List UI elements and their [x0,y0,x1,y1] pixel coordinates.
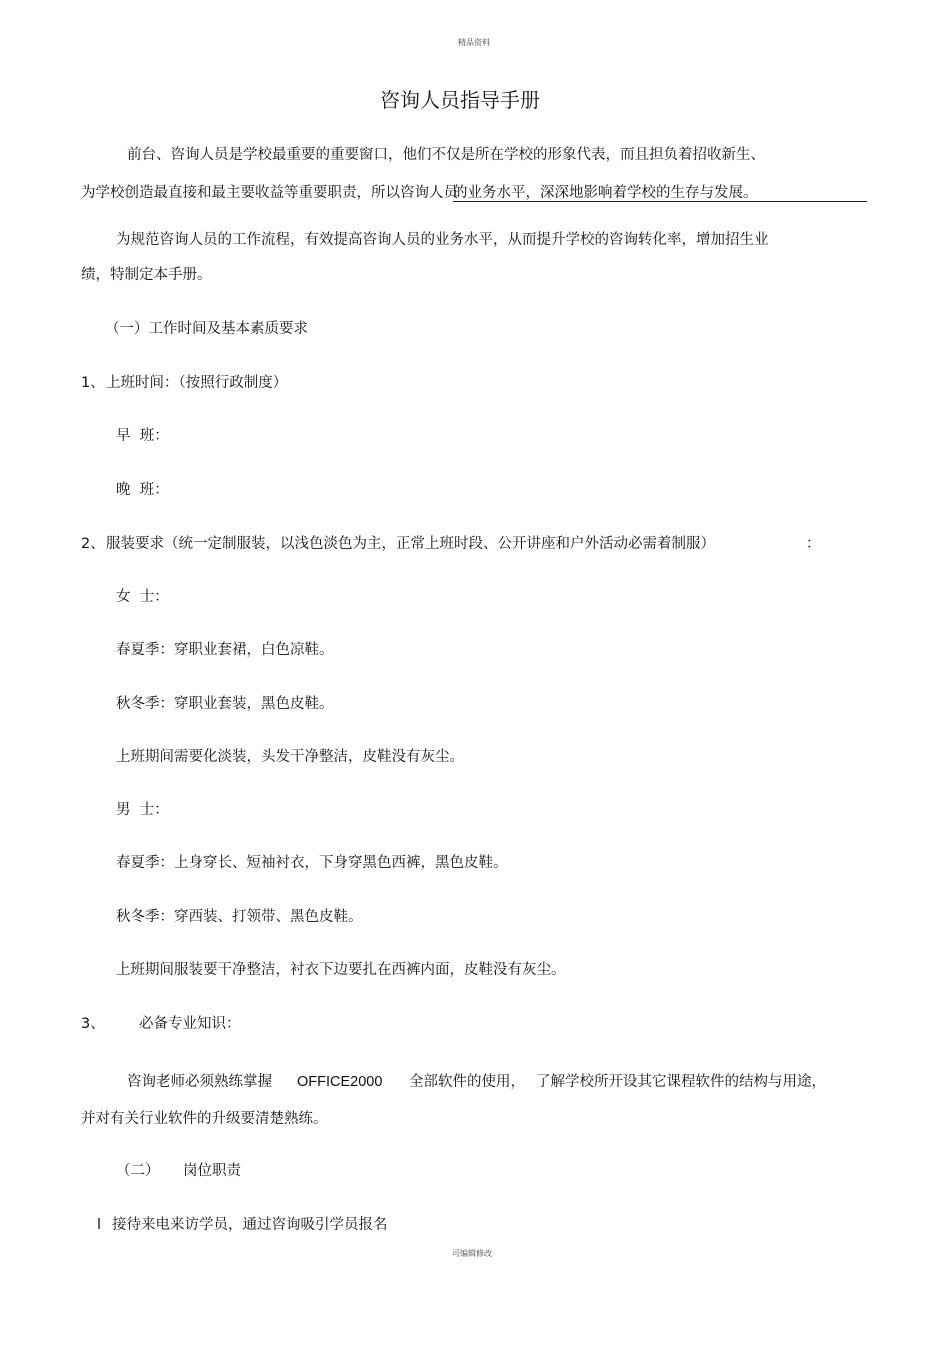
women-label: 女 士： [116,589,169,605]
item3-number: 3、 [81,1016,105,1032]
section1-heading: （一）工作时间及基本素质要求 [105,321,308,337]
item3-text: 必备专业知识： [139,1016,241,1032]
item1-number: 1、 [81,375,105,391]
purpose-line-1: 为规范咨询人员的工作流程，有效提高咨询人员的业务水平，从而提升学校的咨询转化率，增加招生业 [116,232,769,248]
purpose-line-2: 绩，特制定本手册。 [81,267,212,283]
intro-line-1: 前台、咨询人员是学校最重要的重要窗口，他们不仅是所在学校的形象代表，而且担负着招收新生、 [127,147,765,163]
men-autumn-winter: 秋冬季：穿西装、打领带、黑色皮鞋。 [116,909,363,925]
header-mark: 精品资料 [458,38,490,47]
section2-heading: 岗位职责 [183,1163,241,1179]
item2-text: 服装要求（统一定制服装，以浅色淡色为主，正常上班时段、公开讲座和户外活动必需着制服） [106,536,715,552]
section2-item-1: 接待来电来访学员，通过咨询吸引学员报名 [112,1217,388,1233]
item3-para-d: 了解学校所开设其它课程软件的结构与用途， [536,1074,826,1090]
item2-colon: ： [806,536,821,552]
intro-line-2b: 的业务水平，深深地影响着学校的生存与发展。 [453,185,758,201]
item3-para-line-2: 并对有关行业软件的升级要清楚熟练。 [81,1111,328,1127]
women-autumn-winter: 秋冬季：穿职业套装，黑色皮鞋。 [116,696,334,712]
underline [453,201,867,202]
document-title: 咨询人员指导手册 [380,88,540,112]
bullet-marker: l [97,1217,102,1233]
women-note: 上班期间需要化淡装，头发干净整洁，皮鞋没有灰尘。 [116,749,464,765]
footer-mark: 可编辑修改 [452,1249,492,1258]
morning-shift: 早 班： [116,428,169,444]
men-label: 男 士： [116,802,169,818]
item2-number: 2、 [81,536,105,552]
section2-number: （二） [116,1163,160,1179]
evening-shift: 晚 班： [116,482,169,498]
item3-para-c: 全部软件的使用， [409,1074,525,1090]
men-spring-summer: 春夏季：上身穿长、短袖衬衣，下身穿黑色西裤，黑色皮鞋。 [116,855,508,871]
item3-para-a: 咨询老师必须熟练掌握 [127,1074,272,1090]
men-note: 上班期间服装要干净整洁，衬衣下边要扎在西裤内面，皮鞋没有灰尘。 [116,962,566,978]
intro-line-2a: 为学校创造最直接和最主要收益等重要职责，所以咨询人员 [81,185,458,201]
item1-text: 上班时间：（按照行政制度） [106,375,288,391]
item3-para-software: OFFICE2000 [297,1074,383,1090]
women-spring-summer: 春夏季：穿职业套裙，白色凉鞋。 [116,642,334,658]
